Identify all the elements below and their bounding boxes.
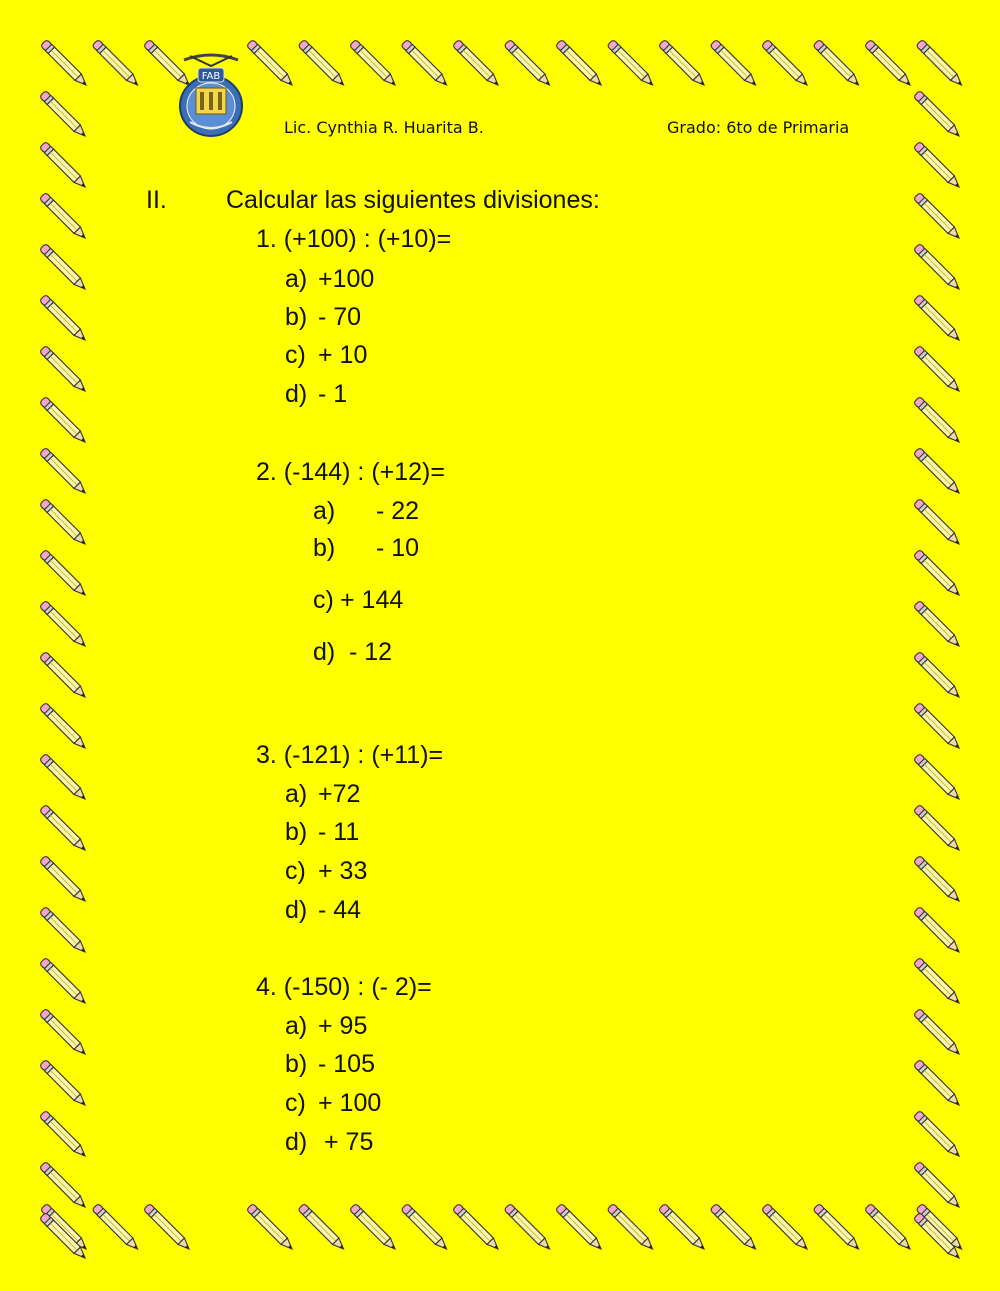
question-4-option-b-letter: b) xyxy=(285,1050,308,1078)
question-2-option-a-letter: a) xyxy=(313,497,336,525)
question-3-prompt: 3. (-121) : (+11)= xyxy=(256,741,444,769)
pencil-border-icon xyxy=(913,804,962,853)
pencil-border-icon xyxy=(504,1203,553,1252)
question-3-option-b-value: - 11 xyxy=(318,818,360,846)
question-1-option-b-value: - 70 xyxy=(318,303,362,331)
question-1-option-a-letter: a) xyxy=(285,265,308,293)
question-4-option-d-letter: d) xyxy=(285,1128,308,1156)
question-3-option-d-value: - 44 xyxy=(318,896,362,924)
pencil-border-icon xyxy=(39,1008,88,1057)
question-4-option-a-letter: a) xyxy=(285,1012,308,1040)
pencil-border-icon xyxy=(710,1203,759,1252)
question-1-option-c-value: + 10 xyxy=(318,341,368,369)
pencil-border-icon xyxy=(913,1059,962,1108)
pencil-border-icon xyxy=(913,753,962,802)
pencil-border-icon xyxy=(39,396,88,445)
question-3-option-d-letter: d) xyxy=(285,896,308,924)
question-1-option-a-value: +100 xyxy=(318,265,375,293)
question-1-option-b-letter: b) xyxy=(285,303,308,331)
pencil-border-icon xyxy=(913,498,962,547)
pencil-border-icon xyxy=(39,192,88,241)
pencil-border-icon xyxy=(39,1059,88,1108)
pencil-border-icon xyxy=(913,1161,962,1210)
pencil-border-icon xyxy=(298,1203,347,1252)
pencil-border-icon xyxy=(39,447,88,496)
pencil-border-icon xyxy=(349,1203,398,1252)
question-4-option-c-value: + 100 xyxy=(318,1089,382,1117)
pencil-border-icon xyxy=(92,1203,141,1252)
pencil-border-icon xyxy=(813,1203,862,1252)
question-2-option-d-value: - 12 xyxy=(349,638,393,666)
question-2-option-c-letter: c) xyxy=(313,586,334,614)
question-2-option-a-value: - 22 xyxy=(376,497,420,525)
pencil-border-icon xyxy=(761,1203,810,1252)
pencil-border-icon xyxy=(913,243,962,292)
question-4-option-a-value: + 95 xyxy=(318,1012,368,1040)
pencil-border-icon xyxy=(39,855,88,904)
pencil-border-icon xyxy=(39,753,88,802)
pencil-border-icon xyxy=(452,1203,501,1252)
pencil-border-icon xyxy=(401,39,450,88)
pencil-border-icon xyxy=(246,39,295,88)
question-3-option-c-value: + 33 xyxy=(318,857,368,885)
pencil-border-icon xyxy=(39,957,88,1006)
pencil-border-icon xyxy=(39,141,88,190)
pencil-border-icon xyxy=(39,804,88,853)
pencil-border-icon xyxy=(761,39,810,88)
pencil-border-icon xyxy=(504,39,553,88)
pencil-border-icon xyxy=(39,906,88,955)
pencil-border-icon xyxy=(39,243,88,292)
pencil-border-icon xyxy=(39,549,88,598)
pencil-border-icon xyxy=(401,1203,450,1252)
question-3-option-a-value: +72 xyxy=(318,780,361,808)
pencil-border-icon xyxy=(39,498,88,547)
question-4-prompt: 4. (-150) : (- 2)= xyxy=(256,973,432,1001)
question-3-option-c-letter: c) xyxy=(285,857,306,885)
question-1-option-d-letter: d) xyxy=(285,380,308,408)
pencil-border-icon xyxy=(913,396,962,445)
pencil-border-icon xyxy=(39,294,88,343)
logo-text: FAB xyxy=(201,71,221,82)
question-4-option-d-value: + 75 xyxy=(324,1128,374,1156)
pencil-border-icon xyxy=(349,39,398,88)
pencil-border-icon xyxy=(39,1110,88,1159)
pencil-border-icon xyxy=(658,1203,707,1252)
pencil-border-icon xyxy=(913,1008,962,1057)
pencil-border-icon xyxy=(39,600,88,649)
pencil-border-icon xyxy=(913,957,962,1006)
pencil-border-icon xyxy=(298,39,347,88)
question-1-option-c-letter: c) xyxy=(285,341,306,369)
question-2-option-b-letter: b) xyxy=(313,534,336,562)
pencil-border-icon xyxy=(913,447,962,496)
grade-label: Grado: 6to de Primaria xyxy=(667,118,850,137)
pencil-border-icon xyxy=(913,651,962,700)
pencil-border-icon xyxy=(607,1203,656,1252)
pencil-border-icon xyxy=(913,90,962,139)
question-4-option-b-value: - 105 xyxy=(318,1050,375,1078)
school-logo-icon xyxy=(176,52,246,138)
pencil-border-icon xyxy=(913,855,962,904)
question-4-option-c-letter: c) xyxy=(285,1089,306,1117)
question-1-prompt: 1. (+100) : (+10)= xyxy=(256,225,452,253)
pencil-border-icon xyxy=(913,141,962,190)
pencil-border-icon xyxy=(92,39,141,88)
question-3-option-a-letter: a) xyxy=(285,780,308,808)
pencil-border-icon xyxy=(39,345,88,394)
pencil-border-icon xyxy=(916,39,965,88)
question-3-option-b-letter: b) xyxy=(285,818,308,846)
pencil-border-icon xyxy=(813,39,862,88)
pencil-border-icon xyxy=(913,906,962,955)
pencil-border-icon xyxy=(864,39,913,88)
pencil-border-icon xyxy=(913,549,962,598)
section-title: Calcular las siguientes divisiones: xyxy=(226,186,600,214)
pencil-border-icon xyxy=(864,1203,913,1252)
pencil-border-icon xyxy=(913,345,962,394)
pencil-border-icon xyxy=(710,39,759,88)
question-2-option-c-value: + 144 xyxy=(340,586,404,614)
pencil-border-icon xyxy=(913,702,962,751)
pencil-border-icon xyxy=(555,1203,604,1252)
pencil-border-icon xyxy=(452,39,501,88)
question-2-option-d-letter: d) xyxy=(313,638,336,666)
pencil-border-icon xyxy=(913,192,962,241)
pencil-border-icon xyxy=(555,39,604,88)
pencil-border-icon xyxy=(39,90,88,139)
pencil-border-icon xyxy=(39,702,88,751)
question-2-prompt: 2. (-144) : (+12)= xyxy=(256,458,445,486)
pencil-border-icon xyxy=(40,39,89,88)
pencil-border-icon xyxy=(913,600,962,649)
pencil-border-icon xyxy=(246,1203,295,1252)
pencil-border-icon xyxy=(658,39,707,88)
pencil-border-icon xyxy=(913,294,962,343)
pencil-border-icon xyxy=(39,651,88,700)
question-2-option-b-value: - 10 xyxy=(376,534,420,562)
pencil-border-icon xyxy=(39,1161,88,1210)
pencil-border-icon xyxy=(913,1110,962,1159)
section-number: II. xyxy=(146,186,167,214)
question-1-option-d-value: - 1 xyxy=(318,380,348,408)
author-name: Lic. Cynthia R. Huarita B. xyxy=(284,118,484,137)
pencil-border-icon xyxy=(143,1203,192,1252)
pencil-border-icon xyxy=(607,39,656,88)
